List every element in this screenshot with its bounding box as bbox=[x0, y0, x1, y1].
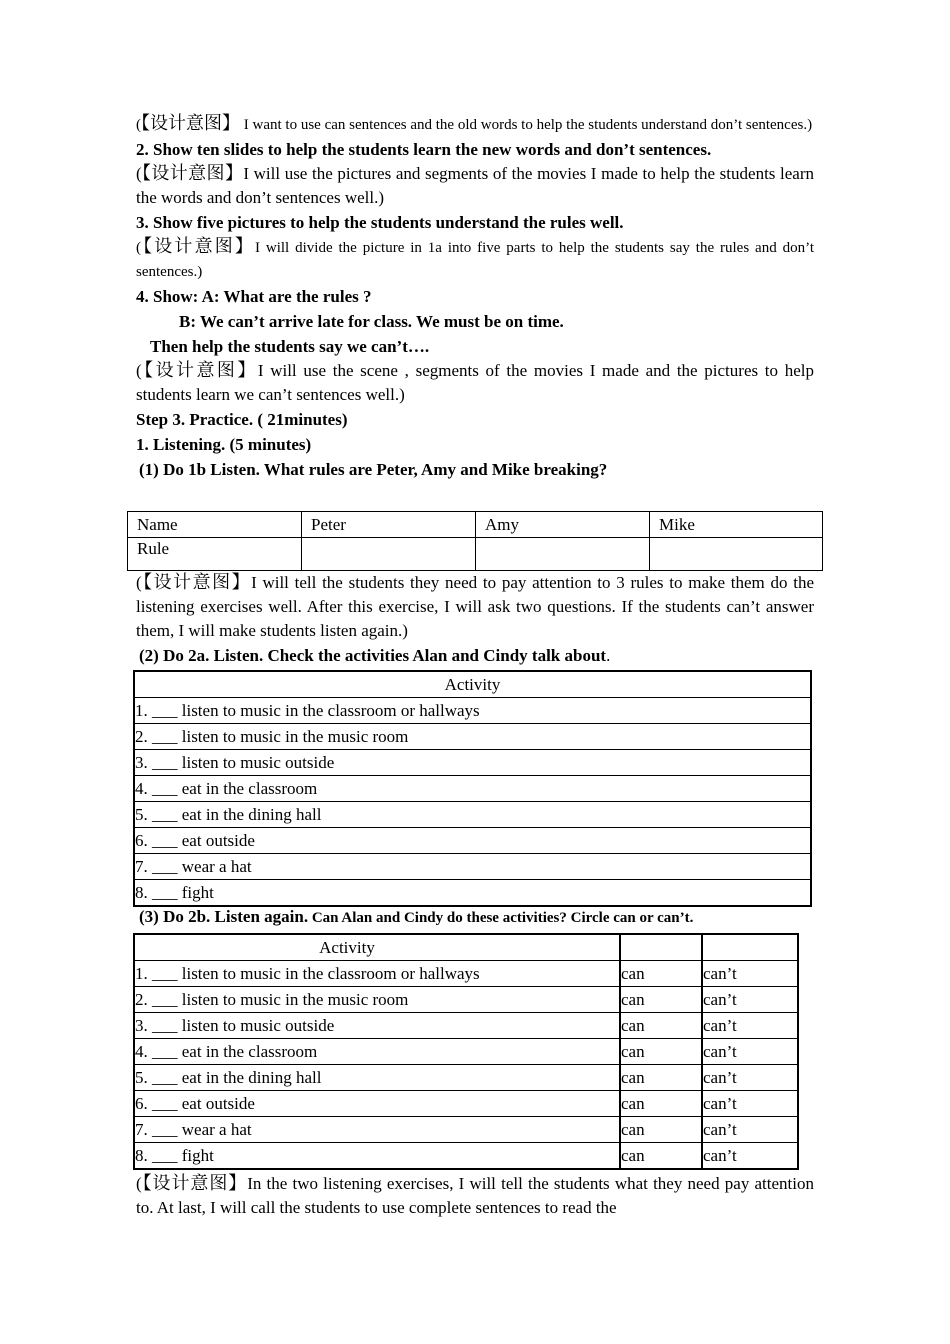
table-row: 5. ___ eat in the dining hall bbox=[134, 802, 811, 828]
table-cell-mike-rule bbox=[650, 538, 823, 571]
bottom-text-block bbox=[136, 1172, 814, 1220]
table-header-blank bbox=[620, 934, 702, 961]
task-2a-heading: (2) Do 2a. Listen. Check the activities Alan and Cindy talk about. bbox=[139, 646, 611, 665]
design-intent-tag: 【设计意图】 bbox=[141, 1173, 248, 1194]
table-row: 8. ___ fight bbox=[134, 880, 811, 907]
table-row: 3. ___ listen to music outside bbox=[134, 1013, 620, 1039]
design-note-3: (【设计意图】I will divide the picture in 1a into five parts to help the students say the rules and don’t sentences.) bbox=[136, 236, 814, 280]
table-header-peter: Peter bbox=[302, 512, 476, 538]
step-item-3: 3. Show five pictures to help the students understand the rules well. bbox=[136, 213, 624, 232]
table-header-amy: Amy bbox=[476, 512, 650, 538]
design-note-4: (【设计意图】I will use the scene , segments of the movies I made and the pictures to help students learn we can’t sentences well.) bbox=[136, 360, 815, 404]
table-cell-peter-rule bbox=[302, 538, 476, 571]
table-row: 2. ___ listen to music in the music room bbox=[134, 724, 811, 750]
table-row: 4. ___ eat in the classroom bbox=[134, 1039, 620, 1065]
step3-heading: Step 3. Practice. ( 21minutes) bbox=[136, 410, 348, 429]
cant-option[interactable]: can’t bbox=[702, 1065, 798, 1091]
cant-option[interactable]: can’t bbox=[702, 1143, 798, 1170]
table-row: 7. ___ wear a hat bbox=[134, 854, 811, 880]
lesson-plan-page bbox=[136, 112, 814, 482]
activity-check-table bbox=[133, 670, 812, 907]
can-option[interactable]: can bbox=[620, 1091, 702, 1117]
can-option[interactable]: can bbox=[620, 1143, 702, 1170]
design-intent-tag: 【设计意图】 bbox=[141, 572, 252, 593]
design-note-6: (【设计意图】In the two listening exercises, I will tell the students what they need pay attention to. At last, I will call the students to use complete sentences to read the bbox=[136, 1173, 814, 1217]
can-option[interactable]: can bbox=[620, 1013, 702, 1039]
dialogue-line-b: B: We can’t arrive late for class. We must be on time. bbox=[179, 312, 564, 331]
step-item-2: 2. Show ten slides to help the students learn the new words and don’t sentences. bbox=[136, 140, 712, 159]
table-row: 5. ___ eat in the dining hall bbox=[134, 1065, 620, 1091]
listening-heading: 1. Listening. (5 minutes) bbox=[136, 435, 312, 454]
task-1b-heading: (1) Do 1b Listen. What rules are Peter, Amy and Mike breaking? bbox=[139, 460, 608, 479]
can-option[interactable]: can bbox=[620, 987, 702, 1013]
cant-option[interactable]: can’t bbox=[702, 987, 798, 1013]
step-item-4: 4. Show: A: What are the rules ? bbox=[136, 287, 372, 306]
task-2b-heading: (3) Do 2b. Listen again. Can Alan and Cindy do these activities? Circle can or can’t. bbox=[139, 907, 694, 926]
cant-option[interactable]: can’t bbox=[702, 1039, 798, 1065]
design-intent-tag: 【设计意图】 bbox=[141, 360, 258, 381]
cant-option[interactable]: can’t bbox=[702, 961, 798, 987]
activity-header: Activity bbox=[444, 674, 501, 694]
table-row: 2. ___ listen to music in the music room bbox=[134, 987, 620, 1013]
table-row: 4. ___ eat in the classroom bbox=[134, 776, 811, 802]
design-note-5: (【设计意图】I will tell the students they need to pay attention to 3 rules to make them do the listening exercises well. After this exercise, I will ask two questions. If the students can’t answer them, I will make students listen again.) bbox=[136, 572, 815, 640]
can-option[interactable]: can bbox=[620, 1117, 702, 1143]
table-header-mike: Mike bbox=[650, 512, 823, 538]
middle-text-block bbox=[136, 571, 814, 668]
table-header-blank bbox=[702, 934, 798, 961]
rules-table bbox=[127, 511, 823, 571]
table-row: 1. ___ listen to music in the classroom or hallways bbox=[134, 698, 811, 724]
can-option[interactable]: can bbox=[620, 1065, 702, 1091]
design-intent-tag: 【设计意图】 bbox=[141, 163, 244, 184]
activity-header: Activity bbox=[319, 937, 375, 957]
cant-option[interactable]: can’t bbox=[702, 1013, 798, 1039]
table-header-name: Name bbox=[128, 512, 302, 538]
can-option[interactable]: can bbox=[620, 1039, 702, 1065]
table-row: 6. ___ eat outside bbox=[134, 1091, 620, 1117]
step-item-4-followup: Then help the students say we can’t…. bbox=[150, 337, 430, 356]
design-intent-tag: 【设计意图】 bbox=[141, 113, 240, 134]
table-row: 3. ___ listen to music outside bbox=[134, 750, 811, 776]
table-row: 7. ___ wear a hat bbox=[134, 1117, 620, 1143]
design-note-2: (【设计意图】I will use the pictures and segments of the movies I made to help the students learn the words and don’t sentences well.) bbox=[136, 163, 815, 207]
table-row: 8. ___ fight bbox=[134, 1143, 620, 1170]
table-row: 1. ___ listen to music in the classroom or hallways bbox=[134, 961, 620, 987]
can-option[interactable]: can bbox=[620, 961, 702, 987]
table-row: 6. ___ eat outside bbox=[134, 828, 811, 854]
design-intent-tag: 【设计意图】 bbox=[141, 236, 255, 257]
table-row-label-rule: Rule bbox=[128, 538, 302, 571]
cant-option[interactable]: can’t bbox=[702, 1091, 798, 1117]
design-note-1: (【设计意图】 I want to use can sentences and the old words to help the students understand don’t sentences.) bbox=[136, 113, 813, 134]
table-cell-amy-rule bbox=[476, 538, 650, 571]
cant-option[interactable]: can’t bbox=[702, 1117, 798, 1143]
can-cant-table bbox=[133, 933, 799, 1170]
